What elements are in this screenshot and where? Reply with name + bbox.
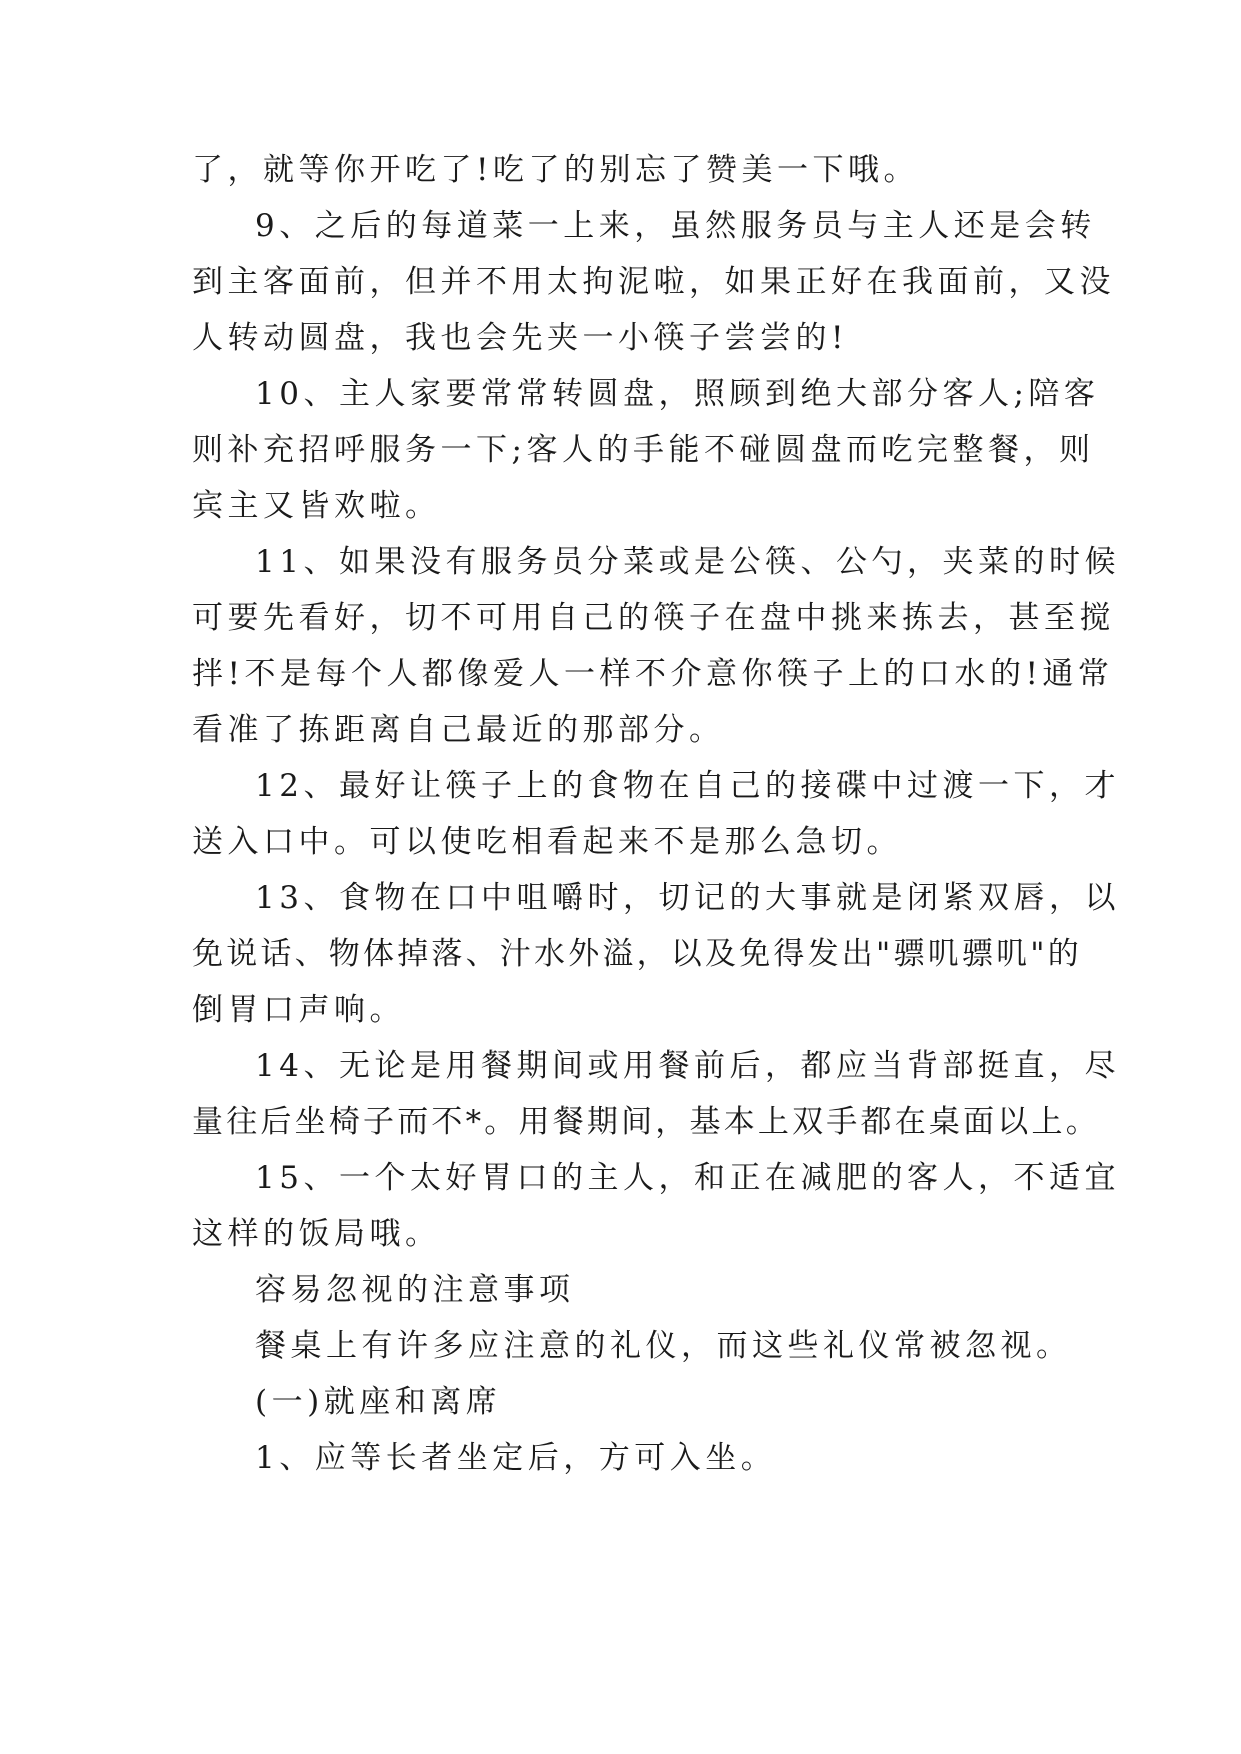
- text-line: 1、应等长者坐定后，方可入坐。: [255, 1440, 777, 1476]
- text-line: 宾主又皆欢啦。: [192, 488, 441, 524]
- text-line: 送入口中。可以使吃相看起来不是那么急切。: [192, 824, 902, 860]
- text-line: 12、最好让筷子上的食物在自己的接碟中过渡一下，才: [255, 768, 1120, 804]
- text-line: 则补充招呼服务一下;客人的手能不碰圆盘而吃完整餐，则: [192, 432, 1095, 468]
- text-line: 10、主人家要常常转圆盘，照顾到绝大部分客人;陪客: [255, 376, 1100, 412]
- text-line: 11、如果没有服务员分菜或是公筷、公勺，夹菜的时候: [255, 544, 1120, 580]
- text-line: 免说话、物体掉落、汁水外溢，以及免得发出"骠叽骠叽"的: [192, 936, 1082, 972]
- text-line: 9、之后的每道菜一上来，虽然服务员与主人还是会转: [255, 208, 1096, 244]
- section-heading: 容易忽视的注意事项: [255, 1272, 575, 1308]
- subsection-heading: (一)就座和离席: [255, 1384, 502, 1420]
- text-line: 倒胃口声响。: [192, 992, 405, 1028]
- text-line: 看准了拣距离自己最近的那部分。: [192, 712, 725, 748]
- text-line: 人转动圆盘，我也会先夹一小筷子尝尝的!: [192, 320, 848, 356]
- text-line: 可要先看好，切不可用自己的筷子在盘中挑来拣去，甚至搅: [192, 600, 1115, 636]
- text-line: 13、食物在口中咀嚼时，切记的大事就是闭紧双唇，以: [255, 880, 1120, 916]
- text-line: 14、无论是用餐期间或用餐前后，都应当背部挺直，尽: [255, 1048, 1120, 1084]
- text-line: 拌!不是每个人都像爱人一样不介意你筷子上的口水的!通常: [192, 656, 1114, 692]
- text-line: 到主客面前，但并不用太拘泥啦，如果正好在我面前，又没: [192, 264, 1115, 300]
- text-line: 15、一个太好胃口的主人，和正在减肥的客人，不适宜: [255, 1160, 1120, 1196]
- text-line: 这样的饭局哦。: [192, 1216, 441, 1252]
- text-line: 了，就等你开吃了!吃了的别忘了赞美一下哦。: [192, 152, 919, 188]
- text-line: 餐桌上有许多应注意的礼仪，而这些礼仪常被忽视。: [255, 1328, 1072, 1364]
- text-line: 量往后坐椅子而不*。用餐期间，基本上双手都在桌面以上。: [192, 1104, 1100, 1140]
